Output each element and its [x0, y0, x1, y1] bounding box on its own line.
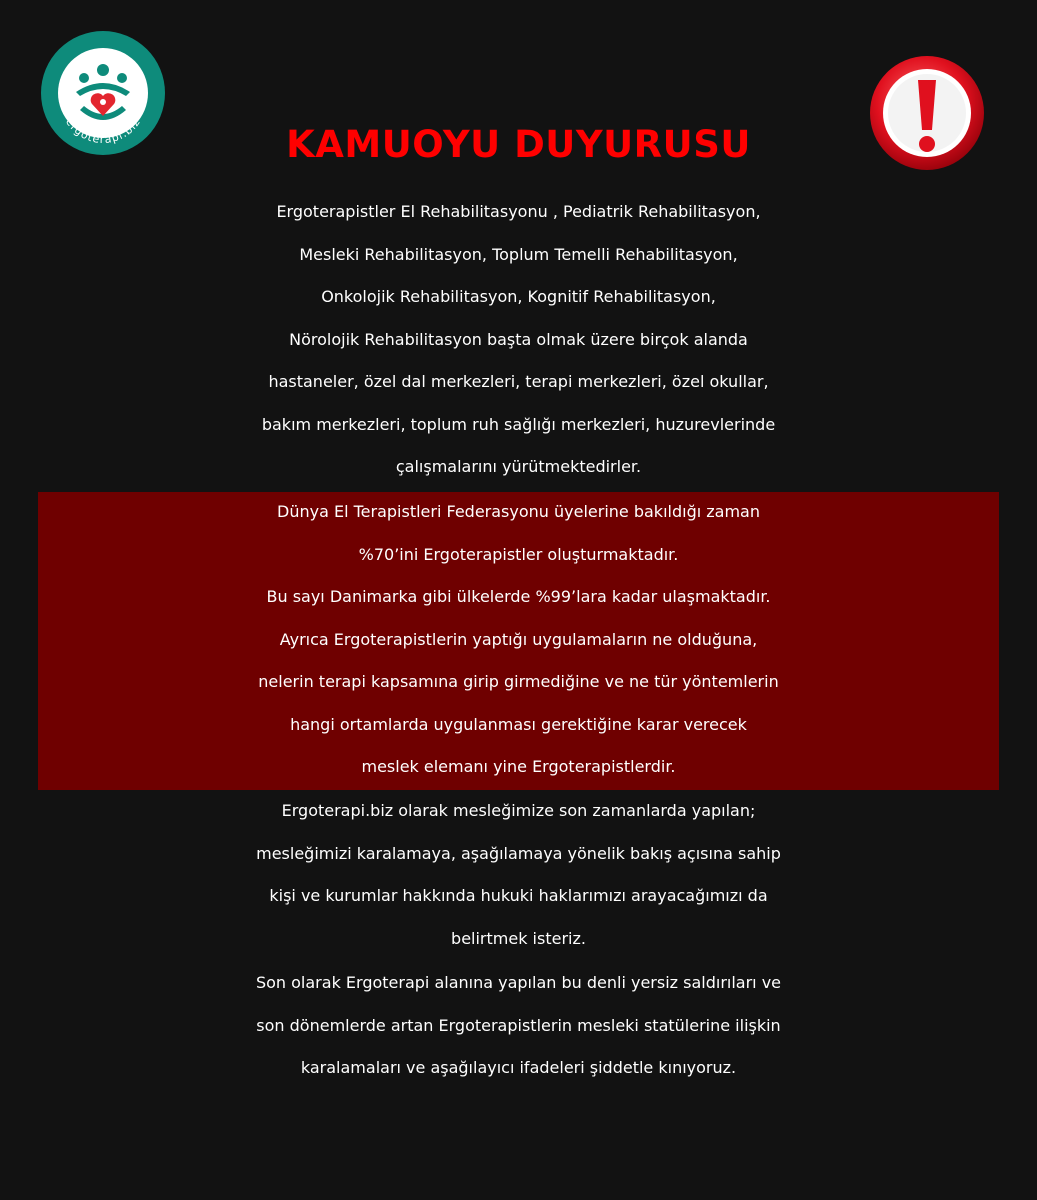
text-line: hangi ortamlarda uygulanması gerektiğine karar verecek — [290, 714, 747, 734]
text-line: Ayrıca Ergoterapistlerin yaptığı uygulamaların ne olduğuna, — [279, 629, 758, 649]
page-title: KAMUOYU DUYURUSU — [286, 123, 751, 166]
text-line: Onkolojik Rehabilitasyon, Kognitif Rehabilitasyon, — [321, 287, 716, 306]
text-line: karalamaları ve aşağılayıcı ifadeleri şiddetle kınıyoruz. — [300, 1058, 737, 1077]
text-line: meslek elemanı yine Ergoterapistlerdir. — [361, 757, 676, 776]
text-line: nelerin terapi kapsamına girip girmediğine ve ne tür yöntemlerin — [258, 672, 779, 691]
paragraph-highlight — [0, 491, 1037, 789]
text-line: mesleğimizi karalamaya, aşağılamaya yönelik bakış açısına sahip — [256, 843, 781, 863]
text-line: Ergoterapi.biz olarak mesleğimize son zamanlarda yapılan; — [281, 801, 756, 820]
text-line: Nörolojik Rehabilitasyon başta olmak üzere birçok alanda — [289, 329, 748, 349]
paragraph-intro — [0, 191, 1037, 489]
text-line: hastaneler, özel dal merkezleri, terapi merkezleri, özel okullar, — [268, 372, 769, 391]
text-line: çalışmalarını yürütmektedirler. — [395, 457, 642, 476]
text-line: bakım merkezleri, toplum ruh sağlığı merkezleri, huzurevlerinde — [261, 414, 776, 434]
text-line: Ergoterapistler El Rehabilitasyonu , Pediatrik Rehabilitasyon, — [276, 202, 761, 221]
paragraph-condemn — [0, 962, 1037, 1090]
text-line: Son olarak Ergoterapi alanına yapılan bu denli yersiz saldırıları ve — [255, 973, 782, 992]
text-line: kişi ve kurumlar hakkında hukuki haklarımızı arayacağımızı da — [269, 886, 768, 905]
text-line: Mesleki Rehabilitasyon, Toplum Temelli Rehabilitasyon, — [299, 244, 738, 264]
text-line: Dünya El Terapistleri Federasyonu üyelerine bakıldığı zaman — [277, 502, 760, 521]
text-line: son dönemlerde artan Ergoterapistlerin mesleki statülerine ilişkin — [256, 1015, 781, 1035]
logo-text: ergoterapi.biz — [62, 115, 144, 147]
text-line: %70’ini Ergoterapistler oluşturmaktadır. — [358, 544, 679, 564]
paragraph-legal — [0, 790, 1037, 960]
text-line: belirtmek isteriz. — [451, 928, 586, 948]
text-line: Bu sayı Danimarka gibi ülkelerde %99’lara kadar ulaşmaktadır. — [266, 587, 771, 606]
